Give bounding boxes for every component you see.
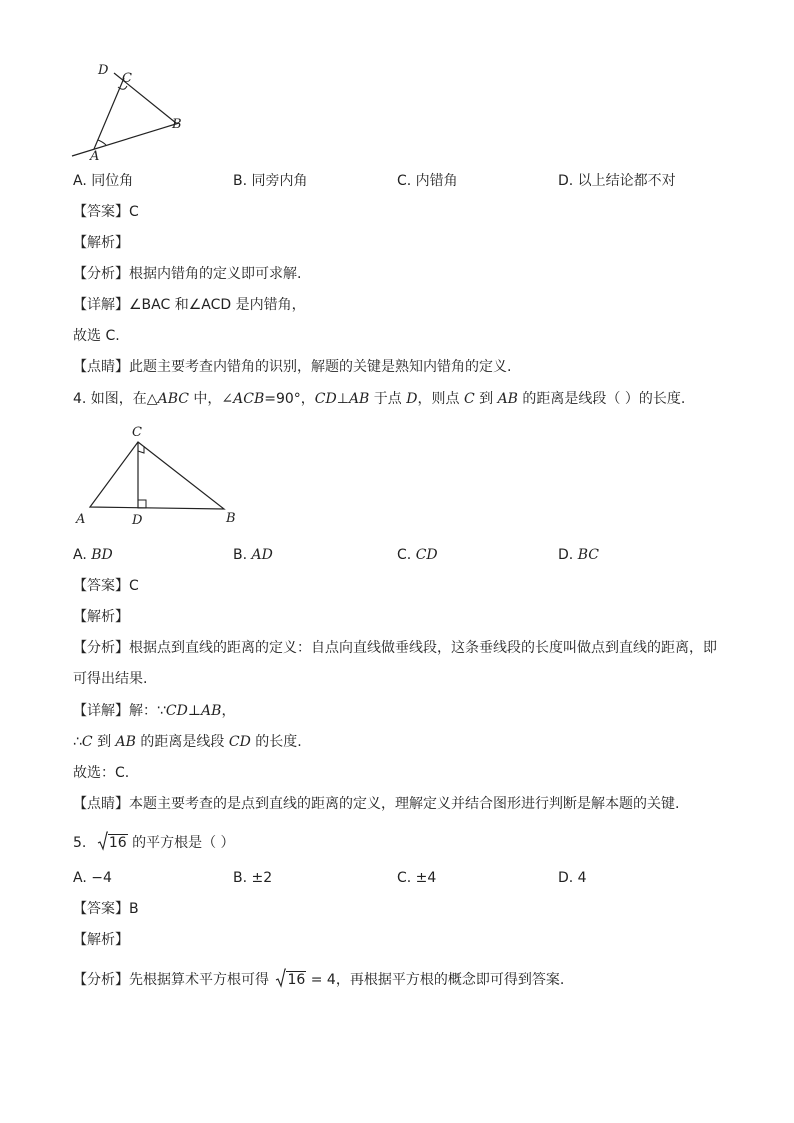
q4-stem-acb: ∠ACB (221, 391, 265, 407)
q4-stem-ab: AB (348, 391, 370, 407)
q4-option-b: B. AD (233, 547, 273, 563)
figure-q3-diagram (64, 56, 204, 166)
answer-value: B (129, 901, 139, 917)
label-b: B (172, 117, 182, 132)
q3-answer (73, 202, 139, 222)
figure-q4-triangle (70, 420, 250, 530)
right-angle-mark-d (138, 500, 146, 508)
radical-sign-icon (275, 968, 286, 988)
q4-stem-c: C (463, 391, 475, 407)
q4-stem-abc: ABC (157, 391, 189, 407)
xiangjie-tag: 【详解】 (73, 297, 129, 313)
dianjing-tag: 【点睛】 (73, 359, 129, 375)
q3-choice: 故选 C. (73, 328, 120, 344)
q3-fenxi (73, 264, 301, 284)
q4-option-d: D. BC (558, 547, 599, 563)
q4-stem-text: ，则点 (417, 391, 464, 407)
q3-dianjing (73, 357, 511, 377)
xiangjie-expr: CD⊥AB (165, 703, 222, 719)
q4-stem-ab: AB (497, 391, 518, 407)
answer-tag: 【答案】 (73, 578, 129, 594)
q4-stem-text: 到 (474, 391, 498, 407)
q3-option-d: D. 以上结论都不对 (558, 173, 676, 189)
answer-tag: 【答案】 (73, 204, 129, 220)
radical-sign-icon (97, 831, 108, 851)
q3-option-c: C. 内错角 (397, 173, 458, 189)
q5-option-b: B. ±2 (233, 870, 273, 886)
q4-stem (73, 389, 685, 409)
answer-value: C (129, 204, 139, 220)
q3-xiangjie (73, 295, 306, 315)
radicand: 16 (108, 835, 127, 851)
q4-stem-text: 于点 (369, 391, 407, 407)
answer-tag: 【答案】 (73, 901, 129, 917)
q5-option-c: C. ±4 (397, 870, 437, 886)
label-d: D (132, 513, 143, 528)
q5-analysis-tag: 【解析】 (73, 932, 129, 948)
label-a: A (90, 149, 100, 164)
fenxi-tag: 【分析】 (73, 640, 129, 656)
dianjing-text: 此题主要考查内错角的识别，解题的关键是熟知内错角的定义. (129, 359, 512, 375)
q4-stem-text: 中， (188, 391, 222, 407)
q4-therefore: ∴C 到 AB 的距离是线段 CD 的长度. (73, 734, 302, 750)
fenxi-text: 根据点到直线的距离的定义：自点向直线做垂线段，这条垂线段的长度叫做点到直线的距离，即 (129, 640, 717, 656)
q4-analysis-tag: 【解析】 (73, 609, 129, 625)
q3-option-b: B. 同旁内角 (233, 173, 308, 189)
q5-option-d: D. 4 (558, 870, 587, 886)
q4-stem-d: D (406, 391, 418, 407)
right-angle-mark-c (138, 446, 144, 453)
answer-value: C (129, 578, 139, 594)
q4-stem-text: 的距离是线段（ ）的长度. (517, 391, 686, 407)
q5-stem-text: 的平方根是（ ） (132, 835, 235, 851)
dianjing-text: 本题主要考查的是点到直线的距离的定义，理解定义并结合图形进行判断是解本题的关键. (129, 796, 680, 812)
q4-stem-pre: 4. 如图，在△ (73, 391, 158, 407)
q4-answer (73, 576, 139, 596)
label-c: C (132, 425, 142, 440)
fenxi-tag: 【分析】 (73, 266, 129, 282)
q5-answer (73, 899, 139, 919)
q3-analysis-tag: 【解析】 (73, 235, 129, 251)
q5-stem (73, 831, 235, 853)
label-b: B (226, 511, 236, 526)
fenxi-tag: 【分析】 (73, 972, 129, 988)
sqrt-expression (97, 831, 128, 853)
line-transversal (72, 123, 179, 156)
q4-option-a: A. BD (73, 547, 113, 563)
q4-stem-perp: ⊥ (336, 391, 349, 407)
q4-option-c: C. CD (397, 547, 438, 563)
q4-fenxi-line2: 可得出结果. (73, 671, 148, 687)
radicand: 16 (287, 972, 306, 988)
label-a: A (76, 512, 86, 527)
triangle-abc (90, 442, 224, 509)
q4-fenxi-line1 (73, 638, 717, 658)
q4-stem-cd: CD (314, 391, 337, 407)
sqrt-expression (275, 968, 306, 990)
q4-choice: 故选：C. (73, 765, 130, 781)
q4-dianjing (73, 794, 679, 814)
q4-xiangjie: 【详解】解：∵CD⊥AB， (73, 703, 236, 719)
xiangjie-tag: 【详解】 (73, 703, 129, 719)
label-c: C (122, 71, 132, 86)
q4-stem-text: =90°， (264, 391, 315, 407)
label-d: D (98, 63, 109, 78)
angle-arc-a (98, 140, 106, 145)
fenxi-text: 根据内错角的定义即可求解. (129, 266, 302, 282)
q5-option-a: A. −4 (73, 870, 112, 886)
fenxi-text: ，再根据平方根的概念即可得到答案. (335, 972, 565, 988)
fenxi-text: 先根据算术平方根可得 (129, 972, 269, 988)
q5-fenxi (73, 968, 564, 990)
dianjing-tag: 【点睛】 (73, 796, 129, 812)
xiangjie-text: ∠BAC 和∠ACD 是内错角， (129, 297, 306, 313)
q5-number: 5. (73, 835, 87, 851)
q3-option-a: A. 同位角 (73, 173, 134, 189)
equation-result: = 4 (306, 972, 336, 988)
